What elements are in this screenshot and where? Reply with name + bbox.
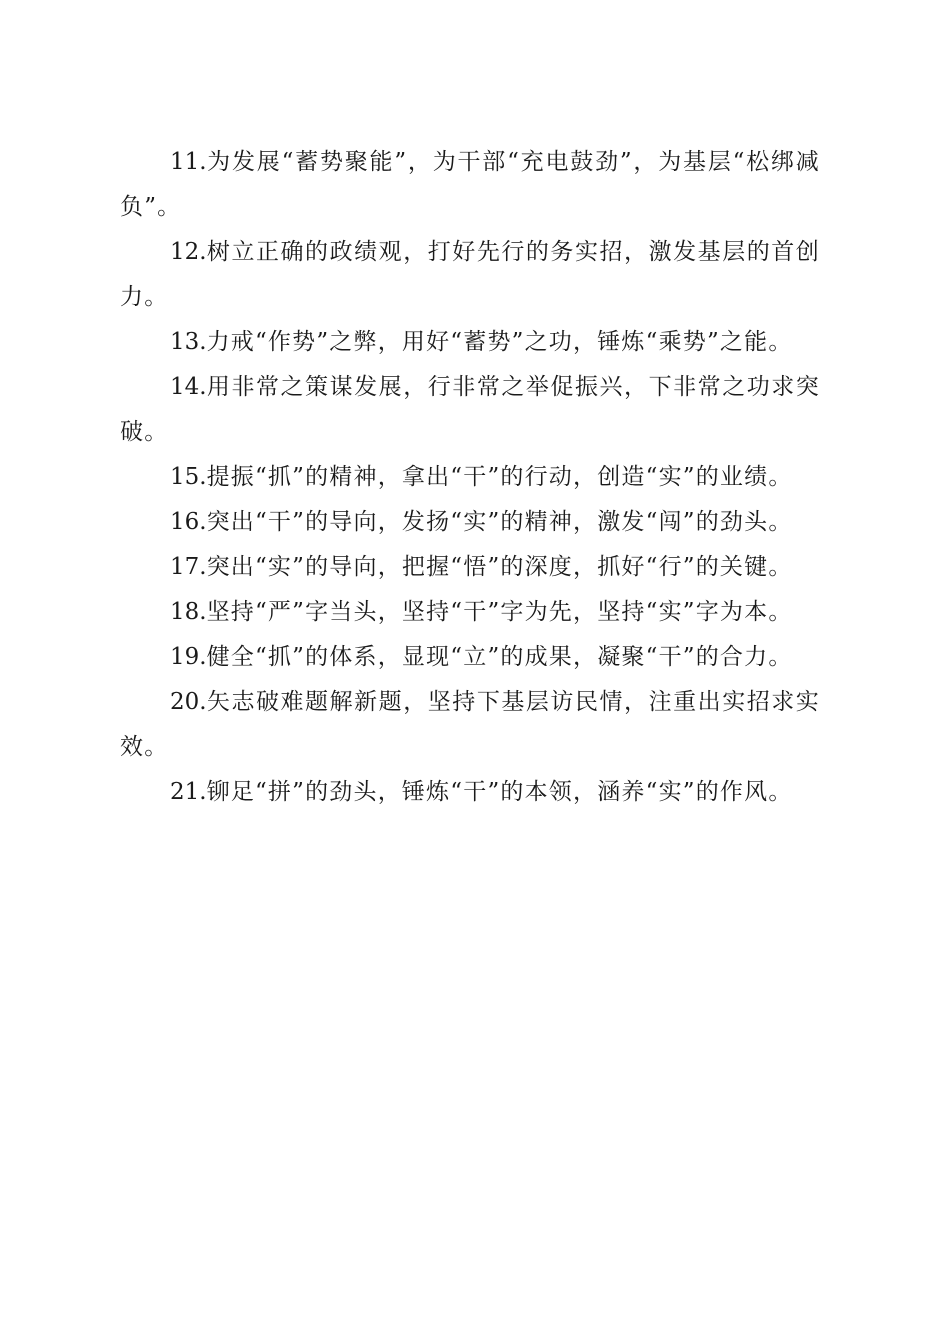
list-item	[120, 500, 820, 545]
list-item	[120, 590, 820, 635]
item-text: 用非常之策谋发展，行非常之举促振兴，下非常之功求突破。	[120, 374, 820, 445]
item-number: 20.	[170, 689, 207, 715]
item-text: 提振“抓”的精神，拿出“干”的行动，创造“实”的业绩。	[206, 464, 793, 490]
item-number: 11.	[170, 149, 207, 175]
item-number: 14.	[170, 374, 207, 400]
list-item	[120, 680, 820, 770]
item-text: 树立正确的政绩观，打好先行的务实招，激发基层的首创力。	[120, 239, 820, 310]
list-item	[120, 230, 820, 320]
item-text: 铆足“拼”的劲头，锤炼“干”的本领，涵养“实”的作风。	[206, 779, 793, 805]
item-text: 健全“抓”的体系，显现“立”的成果，凝聚“干”的合力。	[206, 644, 793, 670]
item-text: 突出“实”的导向，把握“悟”的深度，抓好“行”的关键。	[206, 554, 793, 580]
item-number: 21.	[170, 779, 207, 805]
item-number: 17.	[170, 554, 207, 580]
item-text: 矢志破难题解新题，坚持下基层访民情，注重出实招求实效。	[120, 689, 820, 760]
list-item	[120, 635, 820, 680]
item-number: 15.	[170, 464, 207, 490]
list-item	[120, 545, 820, 590]
list-item	[120, 770, 820, 815]
item-number: 16.	[170, 509, 207, 535]
item-text: 坚持“严”字当头，坚持“干”字为先，坚持“实”字为本。	[206, 599, 793, 625]
item-text: 为发展“蓄势聚能”，为干部“充电鼓劲”，为基层“松绑减负”。	[120, 149, 820, 220]
list-item	[120, 320, 820, 365]
item-number: 19.	[170, 644, 207, 670]
list-item	[120, 455, 820, 500]
item-number: 13.	[170, 329, 207, 355]
item-text: 突出“干”的导向，发扬“实”的精神，激发“闯”的劲头。	[206, 509, 793, 535]
item-number: 18.	[170, 599, 207, 625]
document-body	[120, 140, 820, 815]
list-item	[120, 365, 820, 455]
list-item	[120, 140, 820, 230]
item-number: 12.	[170, 239, 207, 265]
item-text: 力戒“作势”之弊，用好“蓄势”之功，锤炼“乘势”之能。	[206, 329, 793, 355]
